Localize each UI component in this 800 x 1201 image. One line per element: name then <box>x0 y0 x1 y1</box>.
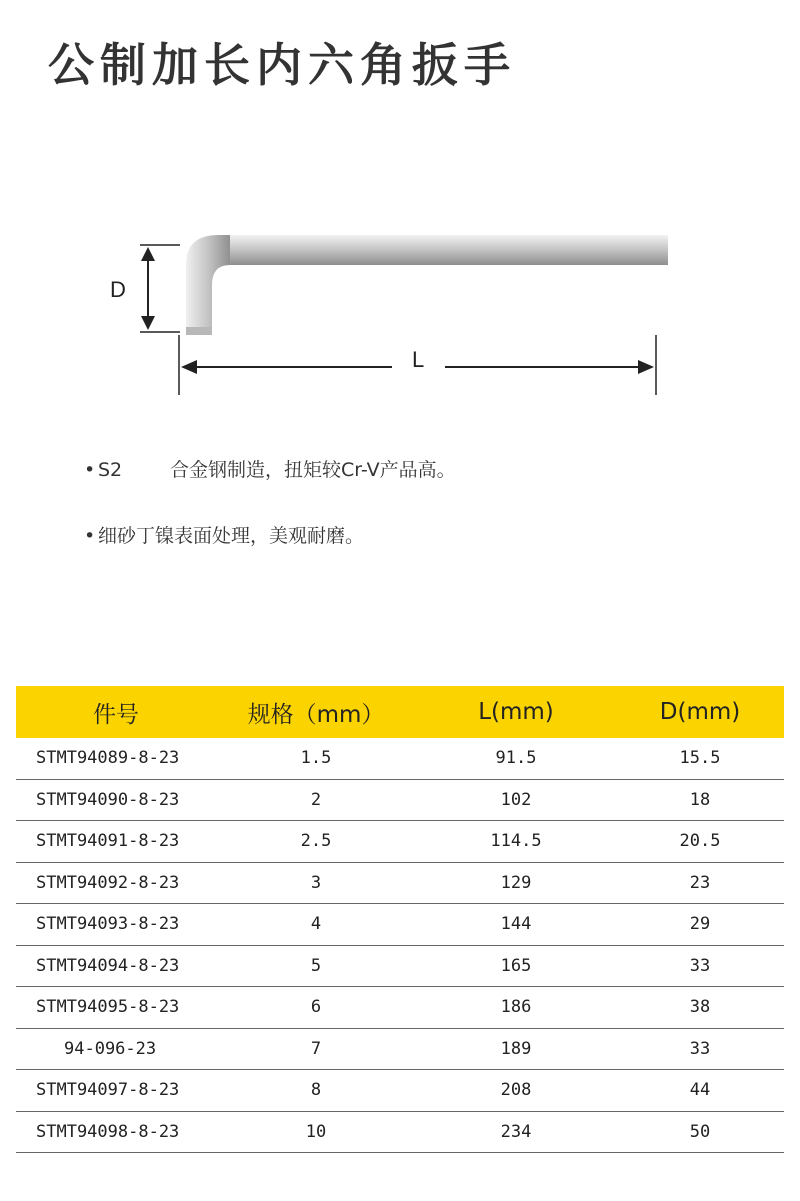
cell-part-number: STMT94095-8-23 <box>36 997 180 1018</box>
hex-key-image <box>186 235 668 335</box>
cell-d: 50 <box>689 1121 711 1142</box>
spec-table <box>16 686 784 1153</box>
label-d: D <box>110 277 126 302</box>
cell-length: 186 <box>500 997 532 1018</box>
cell-d: 38 <box>689 997 711 1018</box>
cell-size: 2.5 <box>300 831 332 852</box>
cell-part-number: STMT94094-8-23 <box>36 955 180 976</box>
cell-size: 8 <box>310 1080 322 1101</box>
table-row <box>16 821 784 863</box>
cell-length: 91.5 <box>495 748 537 769</box>
cell-size: 3 <box>310 872 322 893</box>
cell-length: 165 <box>500 955 532 976</box>
cell-length: 189 <box>500 1038 532 1059</box>
cell-length: 114.5 <box>490 831 542 852</box>
cell-part-number: 94-096-23 <box>64 1038 157 1059</box>
table-row <box>16 1070 784 1112</box>
cell-length: 144 <box>500 914 532 935</box>
page-title: 公制加长内六角扳手 <box>48 38 516 92</box>
cell-length: 234 <box>500 1121 532 1142</box>
table-row <box>16 1112 784 1154</box>
cell-part-number: STMT94098-8-23 <box>36 1121 180 1142</box>
header-size: 规格（mm） <box>247 701 385 728</box>
table-row <box>16 863 784 905</box>
hex-key-diagram <box>100 215 700 415</box>
cell-d: 23 <box>689 872 711 893</box>
header-length: L(mm) <box>478 699 554 725</box>
cell-size: 6 <box>310 997 322 1018</box>
cell-size: 10 <box>305 1121 327 1142</box>
cell-d: 20.5 <box>679 831 721 852</box>
feature-text: 合金钢制造，扭矩较Cr-V产品高。 <box>170 459 456 481</box>
cell-d: 15.5 <box>679 748 721 769</box>
table-row <box>16 780 784 822</box>
cell-part-number: STMT94093-8-23 <box>36 914 180 935</box>
cell-length: 129 <box>500 872 532 893</box>
bullet-icon: • <box>84 459 96 481</box>
cell-length: 102 <box>500 789 532 810</box>
feature-item <box>84 456 456 484</box>
feature-item <box>84 522 364 550</box>
cell-size: 2 <box>310 789 322 810</box>
label-l: L <box>412 347 425 372</box>
cell-size: 7 <box>310 1038 322 1059</box>
cell-size: 1.5 <box>300 748 332 769</box>
table-row <box>16 987 784 1029</box>
cell-length: 208 <box>500 1080 532 1101</box>
table-row <box>16 904 784 946</box>
table-row <box>16 946 784 988</box>
dimension-d <box>140 245 180 332</box>
cell-part-number: STMT94089-8-23 <box>36 748 180 769</box>
cell-d: 33 <box>689 1038 711 1059</box>
cell-d: 44 <box>689 1080 711 1101</box>
cell-size: 4 <box>310 914 322 935</box>
header-part-number: 件号 <box>93 701 139 728</box>
cell-d: 33 <box>689 955 711 976</box>
table-row <box>16 738 784 780</box>
cell-part-number: STMT94097-8-23 <box>36 1080 180 1101</box>
cell-part-number: STMT94091-8-23 <box>36 831 180 852</box>
cell-size: 5 <box>310 955 322 976</box>
cell-part-number: STMT94090-8-23 <box>36 789 180 810</box>
header-d: D(mm) <box>659 699 741 725</box>
table-header <box>16 686 784 738</box>
table-row <box>16 1029 784 1071</box>
feature-text: 细砂丁镍表面处理，美观耐磨。 <box>98 525 365 547</box>
feature-code: S2 <box>98 459 123 481</box>
cell-d: 18 <box>689 789 711 810</box>
cell-part-number: STMT94092-8-23 <box>36 872 180 893</box>
cell-d: 29 <box>689 914 711 935</box>
bullet-icon: • <box>84 525 96 547</box>
